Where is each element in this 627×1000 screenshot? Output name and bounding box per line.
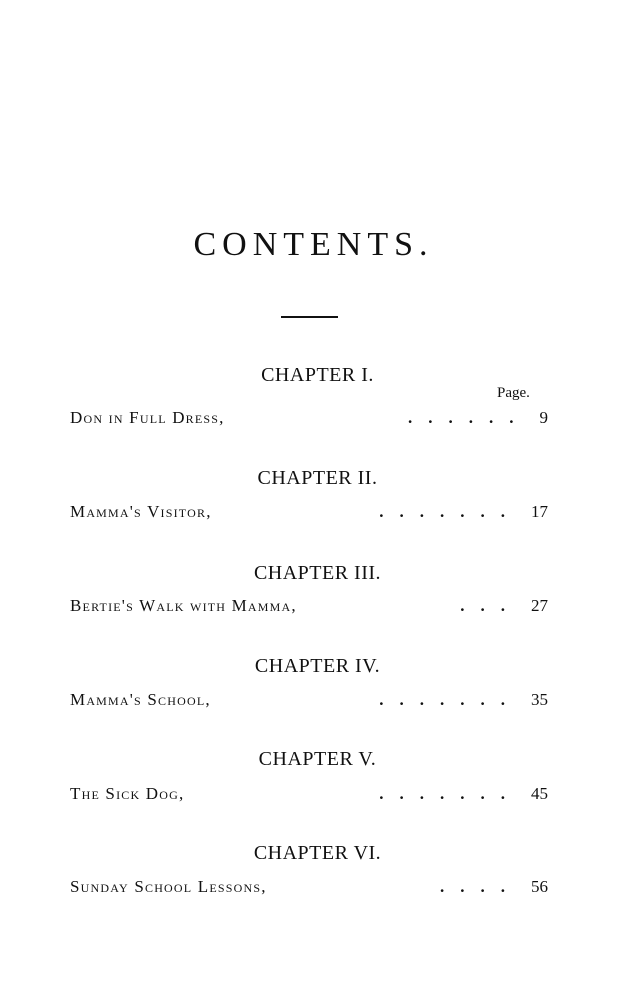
dot-leader: ....... bbox=[379, 784, 521, 803]
dot-leader: ... bbox=[460, 596, 521, 615]
toc-entry[interactable] bbox=[70, 877, 548, 901]
dot-leader: ....... bbox=[379, 502, 521, 521]
toc-page-number: 45 bbox=[531, 784, 548, 803]
dot-leader: ....... bbox=[379, 690, 521, 709]
chapter-heading: CHAPTER V. bbox=[258, 748, 377, 770]
toc-entry-title: Bertie's Walk with Mamma, bbox=[70, 596, 297, 615]
toc-entry-title: Sunday School Lessons, bbox=[70, 877, 267, 896]
toc-entry-title: The Sick Dog, bbox=[70, 784, 185, 803]
title-divider bbox=[281, 316, 338, 318]
toc-page-number: 56 bbox=[531, 877, 548, 896]
chapter-heading: CHAPTER IV. bbox=[254, 655, 381, 677]
toc-page-number: 27 bbox=[531, 596, 548, 615]
toc-entry[interactable] bbox=[70, 784, 548, 808]
chapter-heading: CHAPTER II. bbox=[257, 467, 378, 489]
toc-entry-title: Mamma's Visitor, bbox=[70, 502, 212, 521]
dot-leader: .... bbox=[440, 877, 521, 896]
toc-entry[interactable] bbox=[70, 690, 548, 714]
toc-page-number: 35 bbox=[531, 690, 548, 709]
toc-page-number: 9 bbox=[539, 408, 548, 427]
toc-entry-title: Mamma's School, bbox=[70, 690, 211, 709]
dot-leader: ...... bbox=[408, 408, 530, 427]
toc-entry[interactable] bbox=[70, 408, 548, 432]
toc-entry[interactable] bbox=[70, 596, 548, 620]
chapter-heading: CHAPTER III. bbox=[253, 562, 382, 584]
toc-page-number: 17 bbox=[531, 502, 548, 521]
toc-entry[interactable] bbox=[70, 502, 548, 526]
page-title: CONTENTS. bbox=[193, 226, 434, 263]
chapter-heading: CHAPTER I. bbox=[261, 364, 374, 386]
page-column-label: Page. bbox=[497, 385, 530, 401]
toc-entry-title: Don in Full Dress, bbox=[70, 408, 225, 427]
chapter-heading: CHAPTER VI. bbox=[253, 842, 382, 864]
